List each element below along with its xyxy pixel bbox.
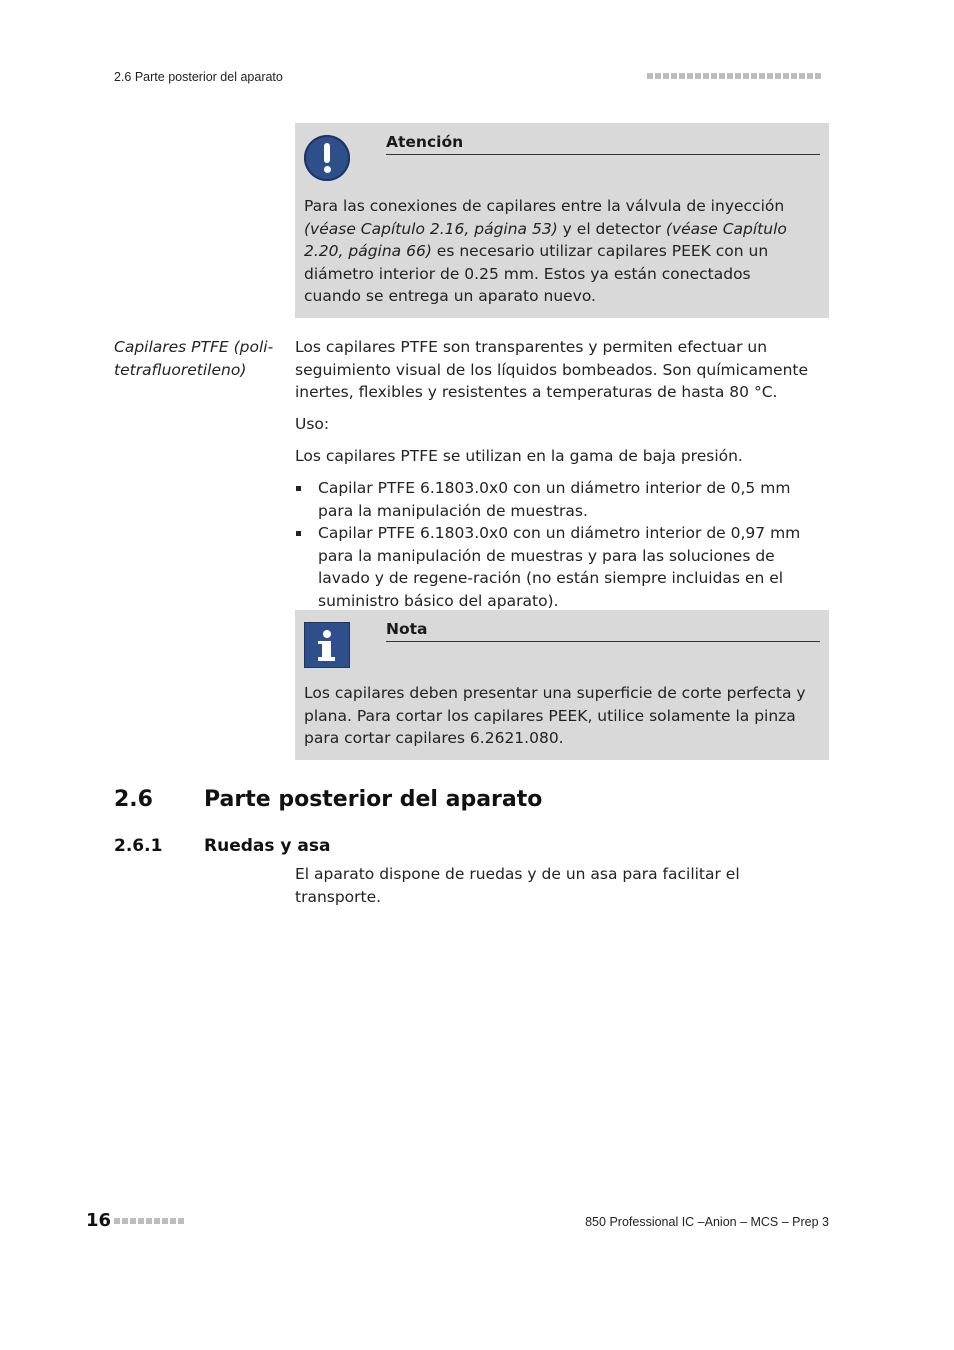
exclamation-circle-icon [304, 135, 350, 181]
page-number: 16 [86, 1210, 112, 1231]
list-item: Capilar PTFE 6.1803.0x0 con un diámetro interior de 0,97 mm para la manipulación de muestras y para las soluciones de lavado y de regene-ración (no están siempre incluidas en el suministro básico del aparato). [295, 522, 829, 612]
bullet-square-icon [296, 486, 301, 491]
section-title: Parte posterior del aparato [204, 787, 543, 812]
attention-text: Para las conexiones de capilares entre la válvula de inyección (véase Capítulo 2.16, página 53) y el detector (véase Capítulo 2.20, página 66) es necesario utilizar capilares PEEK con un diámetro interior de 0.25 mm. Estos ya están conectados cuando se entrega un aparato nuevo. [304, 197, 787, 306]
note-title: Nota [386, 620, 820, 642]
note-text: Los capilares deben presentar una superficie de corte perfecta y plana. Para cortar los capilares PEEK, utilice solamente la pinza para cortar capilares 6.2621.080. [304, 684, 806, 748]
chapter-reference[interactable]: (véase Capítulo 2.20, página 66) [304, 219, 787, 261]
running-header: 2.6 Parte posterior del aparato [114, 70, 283, 84]
uso-label: Uso: [295, 415, 330, 433]
header-decoration [647, 73, 821, 79]
uso-text: Los capilares PTFE se utilizan en la gama de baja presión. [295, 447, 743, 465]
subsection-number: 2.6.1 [114, 836, 163, 856]
attention-box [295, 123, 829, 318]
ptfe-paragraph: Los capilares PTFE son transparentes y permiten efectuar un seguimiento visual de los líquidos bombeados. Son químicamente inertes, flexibles y resistentes a temperaturas de hasta 80 °C. [295, 338, 809, 402]
margin-label-ptfe: Capilares PTFE (poli-tetrafluoretileno) [114, 338, 274, 379]
footer-decoration [114, 1218, 184, 1224]
note-box [295, 610, 829, 760]
document-title: 850 Professional IC –Anion – MCS – Prep 3 [585, 1215, 829, 1229]
subsection-text: El aparato dispone de ruedas y de un asa para facilitar el transporte. [295, 865, 740, 906]
info-icon [304, 622, 350, 668]
section-number: 2.6 [114, 787, 153, 812]
bullet-square-icon [296, 531, 301, 536]
ptfe-bullet-list [295, 477, 829, 613]
attention-title: Atención [386, 133, 820, 155]
list-item: Capilar PTFE 6.1803.0x0 con un diámetro interior de 0,5 mm para la manipulación de muestras. [295, 477, 829, 522]
subsection-title: Ruedas y asa [204, 836, 331, 856]
chapter-reference[interactable]: (véase Capítulo 2.16, página 53) [304, 219, 558, 238]
